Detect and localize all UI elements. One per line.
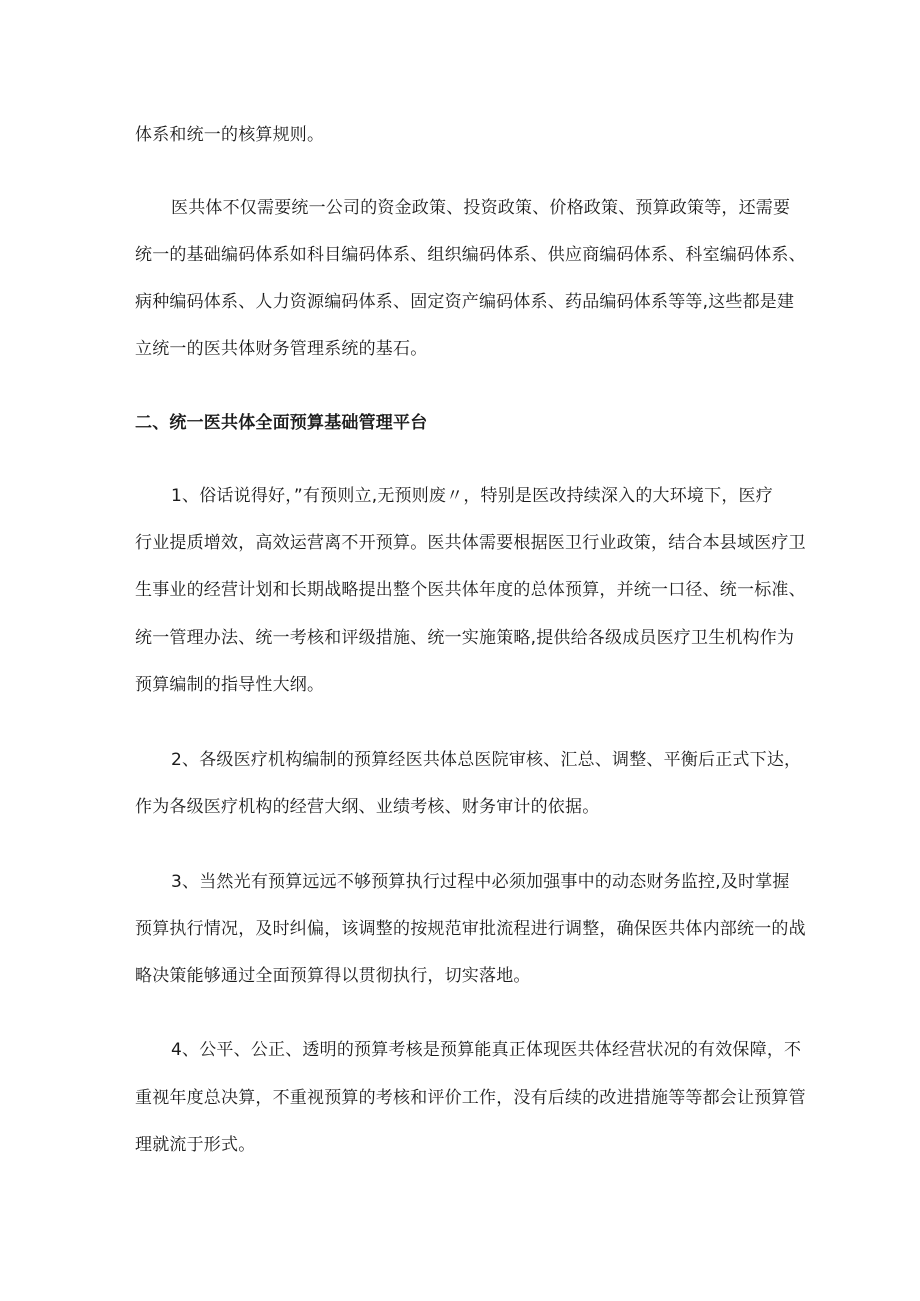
paragraph-line: 略决策能够通过全面预算得以贯彻执行，切实落地。 — [135, 966, 531, 986]
paragraph-line: 统一管理办法、统一考核和评级措施、统一实施策略,提供给各级成员医疗卫生机构作为 — [135, 628, 795, 648]
paragraph-line: 行业提质增效，高效运营离不开预算。医共体需要根据医卫行业政策，结合本县域医疗卫 — [135, 533, 806, 553]
paragraph-line: 重视年度总决算，不重视预算的考核和评价工作，没有后续的改进措施等等都会让预算管 — [135, 1088, 806, 1108]
paragraph-line: 病种编码体系、人力资源编码体系、固定资产编码体系、药品编码体系等等,这些都是建 — [135, 292, 795, 312]
paragraph-line: 生事业的经营计划和长期战略提出整个医共体年度的总体预算，并统一口径、统一标准、 — [135, 580, 806, 600]
paragraph-line: 2、各级医疗机构编制的预算经医共体总医院审核、汇总、调整、平衡后正式下达， — [171, 750, 802, 770]
section-heading: 二、统一医共体全面预算基础管理平台 — [135, 413, 428, 433]
paragraph-line: 1、俗话说得好，”有预则立,无预则废〃，特别是医改持续深入的大环境下，医疗 — [171, 486, 773, 506]
paragraph-line: 立统一的医共体财务管理系统的基石。 — [135, 339, 428, 359]
paragraph-line: 预算执行情况，及时纠偏，该调整的按规范审批流程进行调整，确保医共体内部统一的战 — [135, 919, 806, 939]
paragraph-line: 4、公平、公正、透明的预算考核是预算能真正体现医共体经营状况的有效保障，不 — [171, 1040, 802, 1060]
paragraph-line: 作为各级医疗机构的经营大纲、业绩考核、财务审计的依据。 — [135, 797, 600, 817]
paragraph-line: 统一的基础编码体系如科目编码体系、组织编码体系、供应商编码体系、科室编码体系、 — [135, 245, 806, 265]
paragraph-line: 理就流于形式。 — [135, 1135, 256, 1155]
paragraph-line: 医共体不仅需要统一公司的资金政策、投资政策、价格政策、预算政策等，还需要 — [171, 198, 791, 218]
paragraph-line: 体系和统一的核算规则。 — [135, 125, 325, 145]
paragraph-line: 预算编制的指导性大纲。 — [135, 675, 325, 695]
paragraph-line: 3、当然光有预算远远不够预算执行过程中必须加强事中的动态财务监控,及时掌握 — [171, 872, 790, 892]
